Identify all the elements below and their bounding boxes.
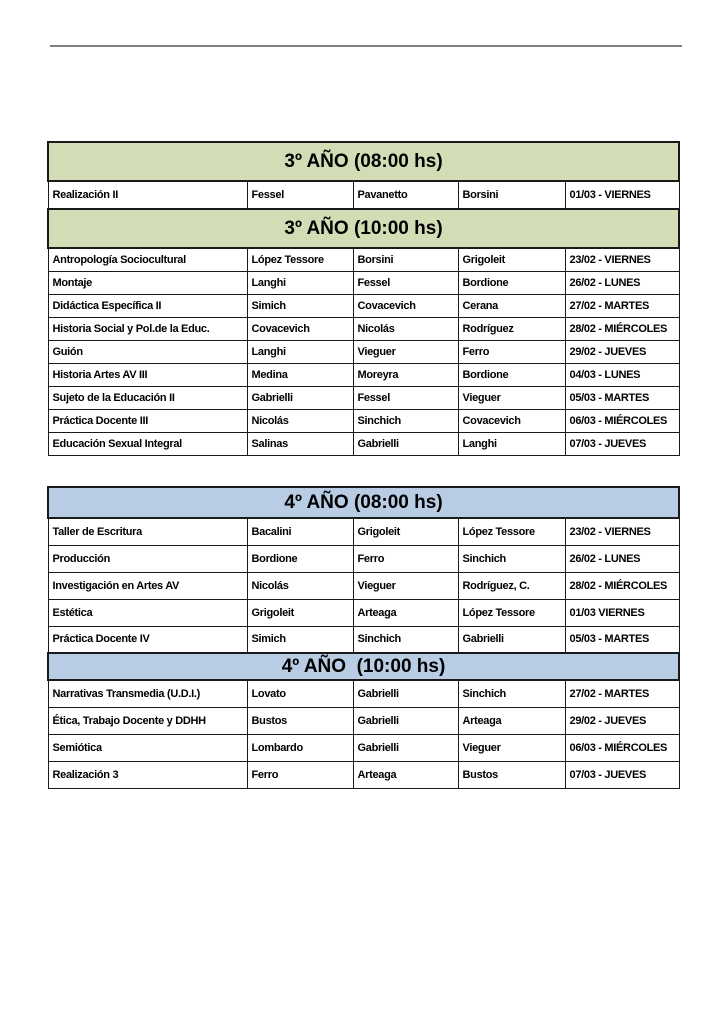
table-row bbox=[48, 572, 679, 599]
cell-juror-3: Vieguer bbox=[458, 734, 565, 761]
cell-juror-1: Medina bbox=[247, 363, 353, 386]
cell-date: 04/03 - LUNES bbox=[565, 363, 679, 386]
cell-subject: Realización II bbox=[48, 181, 247, 209]
table-row bbox=[48, 409, 679, 432]
cell-juror-1: Langhi bbox=[247, 340, 353, 363]
cell-juror-2: Nicolás bbox=[353, 317, 458, 340]
cell-date: 29/02 - JUEVES bbox=[565, 707, 679, 734]
cell-juror-2: Gabrielli bbox=[353, 707, 458, 734]
cell-juror-2: Gabrielli bbox=[353, 734, 458, 761]
cell-juror-3: Grigoleit bbox=[458, 248, 565, 271]
cell-juror-1: Fessel bbox=[247, 181, 353, 209]
cell-juror-1: Lovato bbox=[247, 680, 353, 707]
cell-subject: Práctica Docente III bbox=[48, 409, 247, 432]
cell-subject: Taller de Escritura bbox=[48, 518, 247, 545]
cell-juror-2: Vieguer bbox=[353, 340, 458, 363]
table-row bbox=[48, 518, 679, 545]
table-row bbox=[48, 248, 679, 271]
cell-date: 29/02 - JUEVES bbox=[565, 340, 679, 363]
cell-date: 07/03 - JUEVES bbox=[565, 761, 679, 788]
cell-date: 26/02 - LUNES bbox=[565, 271, 679, 294]
cell-juror-3: López Tessore bbox=[458, 599, 565, 626]
cell-juror-1: Nicolás bbox=[247, 572, 353, 599]
table-row bbox=[48, 181, 679, 209]
cell-juror-3: Sinchich bbox=[458, 680, 565, 707]
cell-subject: Narrativas Transmedia (U.D.I.) bbox=[48, 680, 247, 707]
cell-juror-3: Covacevich bbox=[458, 409, 565, 432]
cell-subject: Montaje bbox=[48, 271, 247, 294]
cell-juror-2: Ferro bbox=[353, 545, 458, 572]
cell-juror-2: Sinchich bbox=[353, 626, 458, 653]
cell-date: 27/02 - MARTES bbox=[565, 680, 679, 707]
cell-juror-1: Bustos bbox=[247, 707, 353, 734]
cell-juror-1: Simich bbox=[247, 626, 353, 653]
cell-juror-1: Langhi bbox=[247, 271, 353, 294]
cell-juror-2: Arteaga bbox=[353, 761, 458, 788]
cell-juror-3: Langhi bbox=[458, 432, 565, 455]
table-row bbox=[48, 545, 679, 572]
cell-date: 07/03 - JUEVES bbox=[565, 432, 679, 455]
cell-juror-3: Ferro bbox=[458, 340, 565, 363]
section-title: 3º AÑO (10:00 hs) bbox=[48, 209, 679, 248]
cell-subject: Ética, Trabajo Docente y DDHH bbox=[48, 707, 247, 734]
cell-juror-2: Gabrielli bbox=[353, 680, 458, 707]
cell-subject: Sujeto de la Educación II bbox=[48, 386, 247, 409]
cell-juror-2: Arteaga bbox=[353, 599, 458, 626]
cell-juror-3: Arteaga bbox=[458, 707, 565, 734]
cell-juror-1: Covacevich bbox=[247, 317, 353, 340]
cell-date: 23/02 - VIERNES bbox=[565, 248, 679, 271]
table-row bbox=[48, 599, 679, 626]
cell-subject: Guión bbox=[48, 340, 247, 363]
cell-juror-2: Fessel bbox=[353, 271, 458, 294]
cell-juror-2: Covacevich bbox=[353, 294, 458, 317]
cell-date: 28/02 - MIÉRCOLES bbox=[565, 317, 679, 340]
cell-subject: Historia Social y Pol.de la Educ. bbox=[48, 317, 247, 340]
section-header-row bbox=[48, 142, 679, 181]
table-row bbox=[48, 317, 679, 340]
section-header-row bbox=[48, 653, 679, 680]
cell-subject: Estética bbox=[48, 599, 247, 626]
cell-subject: Realización 3 bbox=[48, 761, 247, 788]
table-row bbox=[48, 340, 679, 363]
cell-juror-1: Grigoleit bbox=[247, 599, 353, 626]
cell-date: 06/03 - MIÉRCOLES bbox=[565, 734, 679, 761]
cell-date: 27/02 - MARTES bbox=[565, 294, 679, 317]
cell-subject: Semiótica bbox=[48, 734, 247, 761]
cell-juror-1: Gabrielli bbox=[247, 386, 353, 409]
cell-date: 28/02 - MIÉRCOLES bbox=[565, 572, 679, 599]
table-row bbox=[48, 363, 679, 386]
cell-juror-3: Rodríguez bbox=[458, 317, 565, 340]
cell-juror-3: Borsini bbox=[458, 181, 565, 209]
cell-date: 05/03 - MARTES bbox=[565, 626, 679, 653]
cell-juror-3: Rodríguez, C. bbox=[458, 572, 565, 599]
cell-juror-2: Sinchich bbox=[353, 409, 458, 432]
cell-subject: Educación Sexual Integral bbox=[48, 432, 247, 455]
section-title: 3º AÑO (08:00 hs) bbox=[48, 142, 679, 181]
cell-juror-3: Bordione bbox=[458, 363, 565, 386]
cell-juror-2: Pavanetto bbox=[353, 181, 458, 209]
cell-juror-3: Bustos bbox=[458, 761, 565, 788]
cell-juror-2: Vieguer bbox=[353, 572, 458, 599]
cell-date: 01/03 VIERNES bbox=[565, 599, 679, 626]
cell-juror-1: Ferro bbox=[247, 761, 353, 788]
cell-date: 23/02 - VIERNES bbox=[565, 518, 679, 545]
cell-juror-1: Nicolás bbox=[247, 409, 353, 432]
section-title: 4º AÑO (10:00 hs) bbox=[48, 653, 679, 680]
cell-subject: Historia Artes AV III bbox=[48, 363, 247, 386]
cell-juror-2: Moreyra bbox=[353, 363, 458, 386]
section-title: 4º AÑO (08:00 hs) bbox=[48, 487, 679, 518]
cell-subject: Producción bbox=[48, 545, 247, 572]
cell-juror-3: Gabrielli bbox=[458, 626, 565, 653]
cell-date: 06/03 - MIÉRCOLES bbox=[565, 409, 679, 432]
table-row bbox=[48, 707, 679, 734]
cell-juror-3: López Tessore bbox=[458, 518, 565, 545]
table-row bbox=[48, 734, 679, 761]
section-header-row bbox=[48, 487, 679, 518]
cell-juror-1: Salinas bbox=[247, 432, 353, 455]
cell-subject: Didáctica Específica II bbox=[48, 294, 247, 317]
cell-juror-1: Bacalini bbox=[247, 518, 353, 545]
cell-juror-2: Borsini bbox=[353, 248, 458, 271]
header-rule bbox=[50, 45, 682, 47]
section-header-row bbox=[48, 209, 679, 248]
cell-juror-3: Vieguer bbox=[458, 386, 565, 409]
table-row bbox=[48, 432, 679, 455]
cell-subject: Práctica Docente IV bbox=[48, 626, 247, 653]
cell-juror-2: Gabrielli bbox=[353, 432, 458, 455]
cell-juror-1: Lombardo bbox=[247, 734, 353, 761]
cell-date: 01/03 - VIERNES bbox=[565, 181, 679, 209]
schedule-table-3rd-year bbox=[47, 141, 680, 456]
cell-subject: Investigación en Artes AV bbox=[48, 572, 247, 599]
cell-juror-2: Grigoleit bbox=[353, 518, 458, 545]
table-row bbox=[48, 386, 679, 409]
schedule-table-4th-year bbox=[47, 486, 680, 789]
table-row bbox=[48, 294, 679, 317]
cell-juror-3: Sinchich bbox=[458, 545, 565, 572]
cell-juror-3: Bordione bbox=[458, 271, 565, 294]
cell-juror-1: Bordione bbox=[247, 545, 353, 572]
cell-juror-2: Fessel bbox=[353, 386, 458, 409]
table-row bbox=[48, 626, 679, 653]
table-row bbox=[48, 271, 679, 294]
cell-juror-1: Simich bbox=[247, 294, 353, 317]
table-row bbox=[48, 680, 679, 707]
table-row bbox=[48, 761, 679, 788]
cell-date: 05/03 - MARTES bbox=[565, 386, 679, 409]
cell-juror-3: Cerana bbox=[458, 294, 565, 317]
cell-subject: Antropología Sociocultural bbox=[48, 248, 247, 271]
cell-juror-1: López Tessore bbox=[247, 248, 353, 271]
cell-date: 26/02 - LUNES bbox=[565, 545, 679, 572]
